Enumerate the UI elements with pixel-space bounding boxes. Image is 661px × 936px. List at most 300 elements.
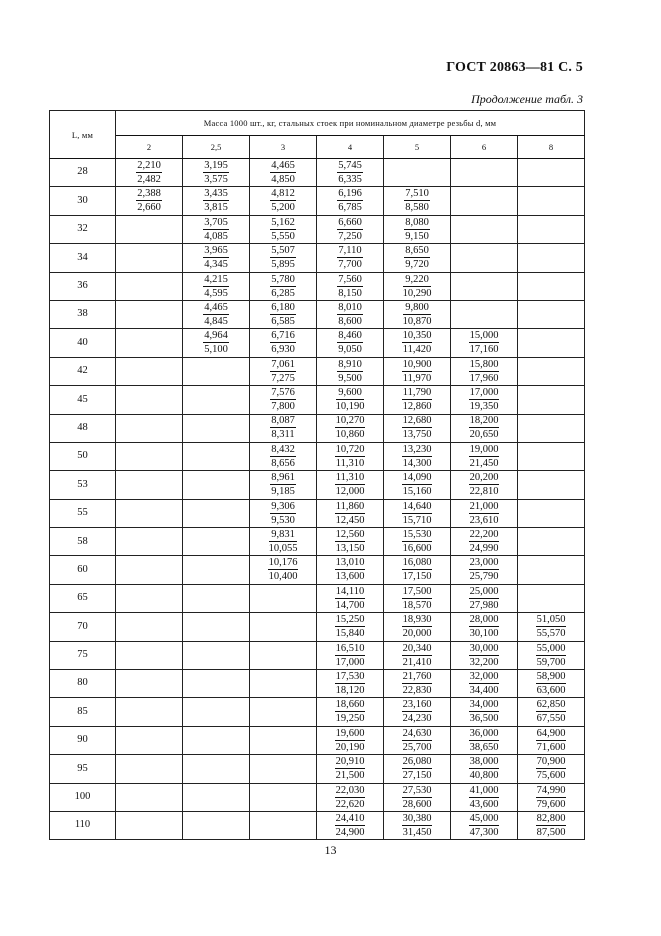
table-row xyxy=(50,159,585,187)
mass-cell xyxy=(317,357,384,385)
table-row xyxy=(50,755,585,783)
mass-cell xyxy=(116,811,183,839)
mass-denominator: 59,700 xyxy=(536,656,566,668)
mass-cell xyxy=(518,499,585,527)
mass-cell xyxy=(250,811,317,839)
mass-fraction xyxy=(536,643,567,668)
mass-denominator: 2,660 xyxy=(137,202,161,214)
mass-denominator: 5,200 xyxy=(271,202,295,214)
mass-denominator: 19,250 xyxy=(335,713,365,725)
mass-numerator: 23,160 xyxy=(402,699,432,711)
mass-denominator: 13,150 xyxy=(335,543,365,555)
mass-denominator: 9,185 xyxy=(271,486,295,498)
mass-cell xyxy=(518,670,585,698)
diameter-header: 6 xyxy=(451,136,518,159)
mass-cell xyxy=(518,726,585,754)
mass-numerator: 18,930 xyxy=(402,614,432,626)
mass-denominator: 11,310 xyxy=(335,457,365,469)
mass-fraction xyxy=(136,160,162,185)
mass-fraction xyxy=(335,643,366,668)
mass-numerator: 23,000 xyxy=(469,557,499,569)
mass-denominator: 23,610 xyxy=(469,514,499,526)
mass-cell xyxy=(116,641,183,669)
mass-cell xyxy=(384,584,451,612)
mass-cell xyxy=(317,386,384,414)
mass-denominator: 8,580 xyxy=(405,202,429,214)
mass-cell xyxy=(116,499,183,527)
mass-numerator: 13,230 xyxy=(402,443,432,455)
mass-numerator: 7,576 xyxy=(271,387,295,399)
mass-fraction xyxy=(404,217,430,242)
mass-cell xyxy=(183,811,250,839)
mass-numerator: 10,270 xyxy=(335,415,365,427)
mass-cell xyxy=(183,187,250,215)
mass-denominator: 9,500 xyxy=(338,372,362,384)
mass-denominator: 12,860 xyxy=(402,401,432,413)
mass-denominator: 9,720 xyxy=(405,259,429,271)
mass-denominator: 22,810 xyxy=(469,486,499,498)
document-header: ГОСТ 20863—81 С. 5 xyxy=(446,60,583,75)
mass-denominator: 10,190 xyxy=(335,401,365,413)
mass-cell xyxy=(250,556,317,584)
mass-cell xyxy=(116,272,183,300)
mass-fraction xyxy=(469,330,500,355)
mass-numerator: 8,460 xyxy=(338,330,362,342)
mass-cell xyxy=(317,300,384,328)
mass-cell xyxy=(250,442,317,470)
mass-numerator: 55,000 xyxy=(536,642,566,654)
mass-numerator: 5,745 xyxy=(338,159,362,171)
mass-numerator: 74,990 xyxy=(536,784,566,796)
mass-denominator: 6,585 xyxy=(271,315,295,327)
mass-cell xyxy=(250,528,317,556)
mass-fraction xyxy=(402,756,433,781)
mass-cell xyxy=(250,783,317,811)
diameter-header: 2,5 xyxy=(183,136,250,159)
mass-fraction xyxy=(469,586,500,611)
mass-cell xyxy=(518,471,585,499)
mass-numerator: 6,660 xyxy=(338,216,362,228)
length-cell: 65 xyxy=(50,584,116,612)
mass-cell xyxy=(317,755,384,783)
mass-numerator: 7,061 xyxy=(271,358,295,370)
mass-cell xyxy=(250,159,317,187)
mass-cell xyxy=(250,215,317,243)
mass-fraction xyxy=(402,671,433,696)
table-row xyxy=(50,783,585,811)
mass-cell xyxy=(183,471,250,499)
mass-cell xyxy=(317,159,384,187)
mass-fraction xyxy=(536,671,567,696)
mass-denominator: 15,710 xyxy=(402,514,432,526)
mass-cell xyxy=(384,783,451,811)
mass-numerator: 10,176 xyxy=(268,557,298,569)
diameter-header: 8 xyxy=(518,136,585,159)
mass-denominator: 10,860 xyxy=(335,429,365,441)
mass-cell xyxy=(451,556,518,584)
table-row xyxy=(50,613,585,641)
mass-denominator: 10,400 xyxy=(268,571,298,583)
mass-denominator: 43,600 xyxy=(469,798,499,810)
mass-cell xyxy=(250,726,317,754)
mass-cell xyxy=(250,755,317,783)
mass-cell xyxy=(317,556,384,584)
diameter-header: 3 xyxy=(250,136,317,159)
mass-denominator: 13,750 xyxy=(402,429,432,441)
mass-cell xyxy=(384,244,451,272)
mass-fraction xyxy=(469,699,500,724)
mass-numerator: 8,961 xyxy=(271,472,295,484)
mass-cell xyxy=(451,670,518,698)
mass-denominator: 24,230 xyxy=(402,713,432,725)
mass-denominator: 6,335 xyxy=(338,173,362,185)
mass-cell xyxy=(384,556,451,584)
length-cell: 30 xyxy=(50,187,116,215)
mass-fraction xyxy=(469,671,500,696)
mass-numerator: 9,831 xyxy=(269,529,298,542)
mass-cell xyxy=(384,811,451,839)
mass-cell xyxy=(317,442,384,470)
mass-numerator: 11,860 xyxy=(335,500,365,512)
mass-cell xyxy=(250,300,317,328)
mass-cell xyxy=(384,300,451,328)
mass-cell xyxy=(116,783,183,811)
length-cell: 48 xyxy=(50,414,116,442)
mass-fraction xyxy=(403,274,432,299)
mass-cell xyxy=(250,471,317,499)
mass-cell xyxy=(317,244,384,272)
mass-cell xyxy=(183,613,250,641)
mass-numerator: 36,000 xyxy=(469,727,499,739)
mass-cell xyxy=(518,159,585,187)
mass-numerator: 18,660 xyxy=(335,699,365,711)
mass-numerator: 3,195 xyxy=(204,159,228,171)
mass-denominator: 18,120 xyxy=(335,684,365,696)
mass-fraction xyxy=(335,813,366,838)
mass-fraction xyxy=(335,728,366,753)
mass-denominator: 8,311 xyxy=(271,429,295,441)
mass-cell xyxy=(183,641,250,669)
mass-cell xyxy=(317,726,384,754)
mass-cell xyxy=(384,613,451,641)
mass-numerator: 30,000 xyxy=(469,642,499,654)
diameter-header: 4 xyxy=(317,136,384,159)
mass-numerator: 32,000 xyxy=(469,670,499,682)
length-cell: 60 xyxy=(50,556,116,584)
mass-numerator: 9,800 xyxy=(403,302,432,315)
mass-fraction xyxy=(270,245,296,270)
mass-cell xyxy=(183,272,250,300)
mass-denominator: 34,400 xyxy=(469,684,499,696)
mass-denominator: 4,345 xyxy=(204,259,228,271)
mass-denominator: 16,600 xyxy=(402,543,432,555)
mass-fraction xyxy=(335,614,366,639)
mass-cell xyxy=(384,641,451,669)
length-cell: 36 xyxy=(50,272,116,300)
mass-denominator: 25,790 xyxy=(469,571,499,583)
mass-cell xyxy=(518,215,585,243)
mass-denominator: 75,600 xyxy=(536,770,566,782)
mass-fraction xyxy=(335,501,366,526)
mass-fraction xyxy=(402,501,433,526)
table-row xyxy=(50,386,585,414)
mass-cell xyxy=(250,641,317,669)
mass-denominator: 79,600 xyxy=(536,798,566,810)
mass-cell xyxy=(116,357,183,385)
mass-fraction xyxy=(270,302,296,327)
mass-cell xyxy=(451,499,518,527)
mass-numerator: 12,680 xyxy=(402,415,432,427)
mass-denominator: 17,160 xyxy=(469,344,499,356)
mass-cell xyxy=(384,159,451,187)
mass-fraction xyxy=(402,529,433,554)
mass-cell xyxy=(183,244,250,272)
mass-cell xyxy=(518,244,585,272)
mass-cell xyxy=(317,414,384,442)
mass-cell xyxy=(317,811,384,839)
mass-numerator: 4,465 xyxy=(204,301,228,313)
mass-cell xyxy=(317,471,384,499)
mass-cell xyxy=(250,272,317,300)
mass-denominator: 27,150 xyxy=(402,770,432,782)
mass-denominator: 14,300 xyxy=(402,457,432,469)
mass-cell xyxy=(518,414,585,442)
mass-fraction xyxy=(335,557,366,582)
mass-denominator: 17,150 xyxy=(402,571,432,583)
mass-cell xyxy=(116,244,183,272)
mass-fraction xyxy=(469,643,500,668)
mass-cell xyxy=(451,386,518,414)
mass-fraction xyxy=(402,586,433,611)
mass-numerator: 18,200 xyxy=(469,415,499,427)
mass-denominator: 22,830 xyxy=(402,684,432,696)
mass-denominator: 3,575 xyxy=(204,173,228,185)
mass-numerator: 7,110 xyxy=(338,245,362,257)
mass-fraction xyxy=(402,472,433,497)
mass-denominator: 31,450 xyxy=(402,826,432,838)
diameter-header: 5 xyxy=(384,136,451,159)
mass-denominator: 12,450 xyxy=(335,514,365,526)
mass-cell xyxy=(183,556,250,584)
mass-denominator: 20,650 xyxy=(469,429,499,441)
mass-denominator: 6,930 xyxy=(271,344,295,356)
mass-cell xyxy=(317,698,384,726)
table-row xyxy=(50,244,585,272)
mass-numerator: 30,380 xyxy=(402,812,432,824)
mass-cell xyxy=(518,783,585,811)
mass-cell xyxy=(116,442,183,470)
mass-cell xyxy=(116,471,183,499)
mass-denominator: 7,800 xyxy=(271,401,295,413)
mass-cell xyxy=(116,329,183,357)
mass-numerator: 6,180 xyxy=(271,301,295,313)
mass-numerator: 14,110 xyxy=(335,585,365,597)
mass-denominator: 19,350 xyxy=(469,401,499,413)
mass-fraction xyxy=(402,785,433,810)
mass-fraction xyxy=(469,444,500,469)
diameter-header-row xyxy=(50,136,585,159)
mass-cell xyxy=(384,215,451,243)
mass-cell xyxy=(518,584,585,612)
mass-numerator: 10,720 xyxy=(335,443,365,455)
mass-denominator: 2,482 xyxy=(137,173,161,185)
mass-denominator: 21,500 xyxy=(335,770,365,782)
mass-cell xyxy=(451,811,518,839)
mass-cell xyxy=(384,698,451,726)
mass-fraction xyxy=(270,472,296,497)
mass-numerator: 16,510 xyxy=(335,642,365,654)
mass-fraction xyxy=(469,614,500,639)
mass-fraction xyxy=(403,302,432,327)
mass-denominator: 40,800 xyxy=(469,770,499,782)
mass-fraction xyxy=(337,160,363,185)
mass-cell xyxy=(384,726,451,754)
mass-numerator: 19,000 xyxy=(469,443,499,455)
mass-numerator: 24,630 xyxy=(402,727,432,739)
mass-denominator: 11,970 xyxy=(402,372,432,384)
mass-fraction xyxy=(337,359,363,384)
mass-cell xyxy=(317,670,384,698)
table-row xyxy=(50,215,585,243)
mass-fraction xyxy=(337,274,363,299)
mass-cell xyxy=(451,215,518,243)
mass-fraction xyxy=(270,387,296,412)
mass-denominator: 24,990 xyxy=(469,543,499,555)
length-cell: 28 xyxy=(50,159,116,187)
mass-fraction xyxy=(335,444,366,469)
mass-fraction xyxy=(203,302,229,327)
mass-denominator: 9,530 xyxy=(271,514,295,526)
mass-fraction xyxy=(402,330,433,355)
mass-cell xyxy=(183,783,250,811)
mass-numerator: 64,900 xyxy=(536,727,566,739)
mass-fraction xyxy=(404,188,430,213)
mass-fraction xyxy=(469,415,500,440)
mass-denominator: 87,500 xyxy=(536,826,566,838)
table-row xyxy=(50,528,585,556)
length-cell: 32 xyxy=(50,215,116,243)
mass-fraction xyxy=(336,387,365,412)
mass-denominator: 5,100 xyxy=(204,344,228,356)
mass-fraction xyxy=(469,557,500,582)
mass-fraction xyxy=(270,188,296,213)
mass-denominator: 12,000 xyxy=(335,486,365,498)
mass-cell xyxy=(317,187,384,215)
mass-cell xyxy=(250,670,317,698)
mass-fraction xyxy=(469,756,500,781)
mass-numerator: 4,964 xyxy=(204,330,228,342)
table-row xyxy=(50,272,585,300)
mass-denominator: 9,150 xyxy=(405,230,429,242)
mass-fraction xyxy=(337,217,363,242)
mass-fraction xyxy=(203,160,229,185)
mass-cell xyxy=(518,329,585,357)
mass-denominator: 5,895 xyxy=(271,259,295,271)
mass-numerator: 4,812 xyxy=(271,188,295,200)
mass-cell xyxy=(518,357,585,385)
mass-column-header: Масса 1000 шт., кг, стальных стоек при номинальном диаметре резьбы d, мм xyxy=(116,111,585,136)
mass-numerator: 41,000 xyxy=(469,784,499,796)
mass-denominator: 4,850 xyxy=(271,173,295,185)
table-row xyxy=(50,357,585,385)
mass-numerator: 20,910 xyxy=(335,756,365,768)
mass-cell xyxy=(317,499,384,527)
mass-denominator: 63,600 xyxy=(536,684,566,696)
mass-cell xyxy=(451,244,518,272)
length-cell: 85 xyxy=(50,698,116,726)
mass-cell xyxy=(317,215,384,243)
mass-fraction xyxy=(335,586,366,611)
mass-cell xyxy=(183,386,250,414)
table-row xyxy=(50,811,585,839)
mass-fraction xyxy=(469,472,500,497)
mass-numerator: 8,650 xyxy=(405,245,429,257)
mass-fraction xyxy=(268,557,299,582)
mass-denominator: 11,420 xyxy=(402,344,432,356)
table-row xyxy=(50,471,585,499)
mass-denominator: 47,300 xyxy=(469,826,499,838)
table-row xyxy=(50,329,585,357)
mass-cell xyxy=(116,386,183,414)
mass-fraction xyxy=(402,813,433,838)
mass-denominator: 71,600 xyxy=(536,741,566,753)
mass-cell xyxy=(518,386,585,414)
mass-fraction xyxy=(404,245,430,270)
mass-fraction xyxy=(536,699,567,724)
mass-numerator: 4,465 xyxy=(271,159,295,171)
mass-denominator: 55,570 xyxy=(536,628,566,640)
mass-numerator: 28,000 xyxy=(469,614,499,626)
mass-cell xyxy=(451,755,518,783)
mass-numerator: 19,600 xyxy=(335,727,365,739)
mass-cell xyxy=(116,584,183,612)
mass-cell xyxy=(250,187,317,215)
length-cell: 45 xyxy=(50,386,116,414)
length-cell: 80 xyxy=(50,670,116,698)
mass-cell xyxy=(250,357,317,385)
length-cell: 38 xyxy=(50,300,116,328)
length-cell: 75 xyxy=(50,641,116,669)
mass-numerator: 5,162 xyxy=(271,216,295,228)
mass-denominator: 21,450 xyxy=(469,457,499,469)
mass-cell xyxy=(317,584,384,612)
mass-numerator: 6,196 xyxy=(338,188,362,200)
mass-cell xyxy=(183,414,250,442)
mass-numerator: 11,790 xyxy=(402,387,432,399)
mass-denominator: 5,550 xyxy=(271,230,295,242)
mass-denominator: 6,785 xyxy=(338,202,362,214)
mass-fraction xyxy=(270,359,296,384)
mass-fraction xyxy=(335,472,366,497)
mass-cell xyxy=(384,670,451,698)
table-row xyxy=(50,414,585,442)
mass-cell xyxy=(116,613,183,641)
mass-denominator: 10,055 xyxy=(268,543,298,555)
mass-cell xyxy=(183,698,250,726)
mass-denominator: 18,570 xyxy=(402,599,432,611)
mass-denominator: 4,085 xyxy=(204,230,228,242)
mass-cell xyxy=(384,442,451,470)
mass-fraction xyxy=(402,643,433,668)
mass-cell xyxy=(116,755,183,783)
mass-denominator: 21,410 xyxy=(402,656,432,668)
mass-numerator: 16,080 xyxy=(402,557,432,569)
mass-fraction xyxy=(402,444,433,469)
mass-numerator: 15,530 xyxy=(402,529,432,541)
mass-numerator: 17,530 xyxy=(335,670,365,682)
mass-fraction xyxy=(536,614,567,639)
mass-numerator: 22,030 xyxy=(335,784,365,796)
